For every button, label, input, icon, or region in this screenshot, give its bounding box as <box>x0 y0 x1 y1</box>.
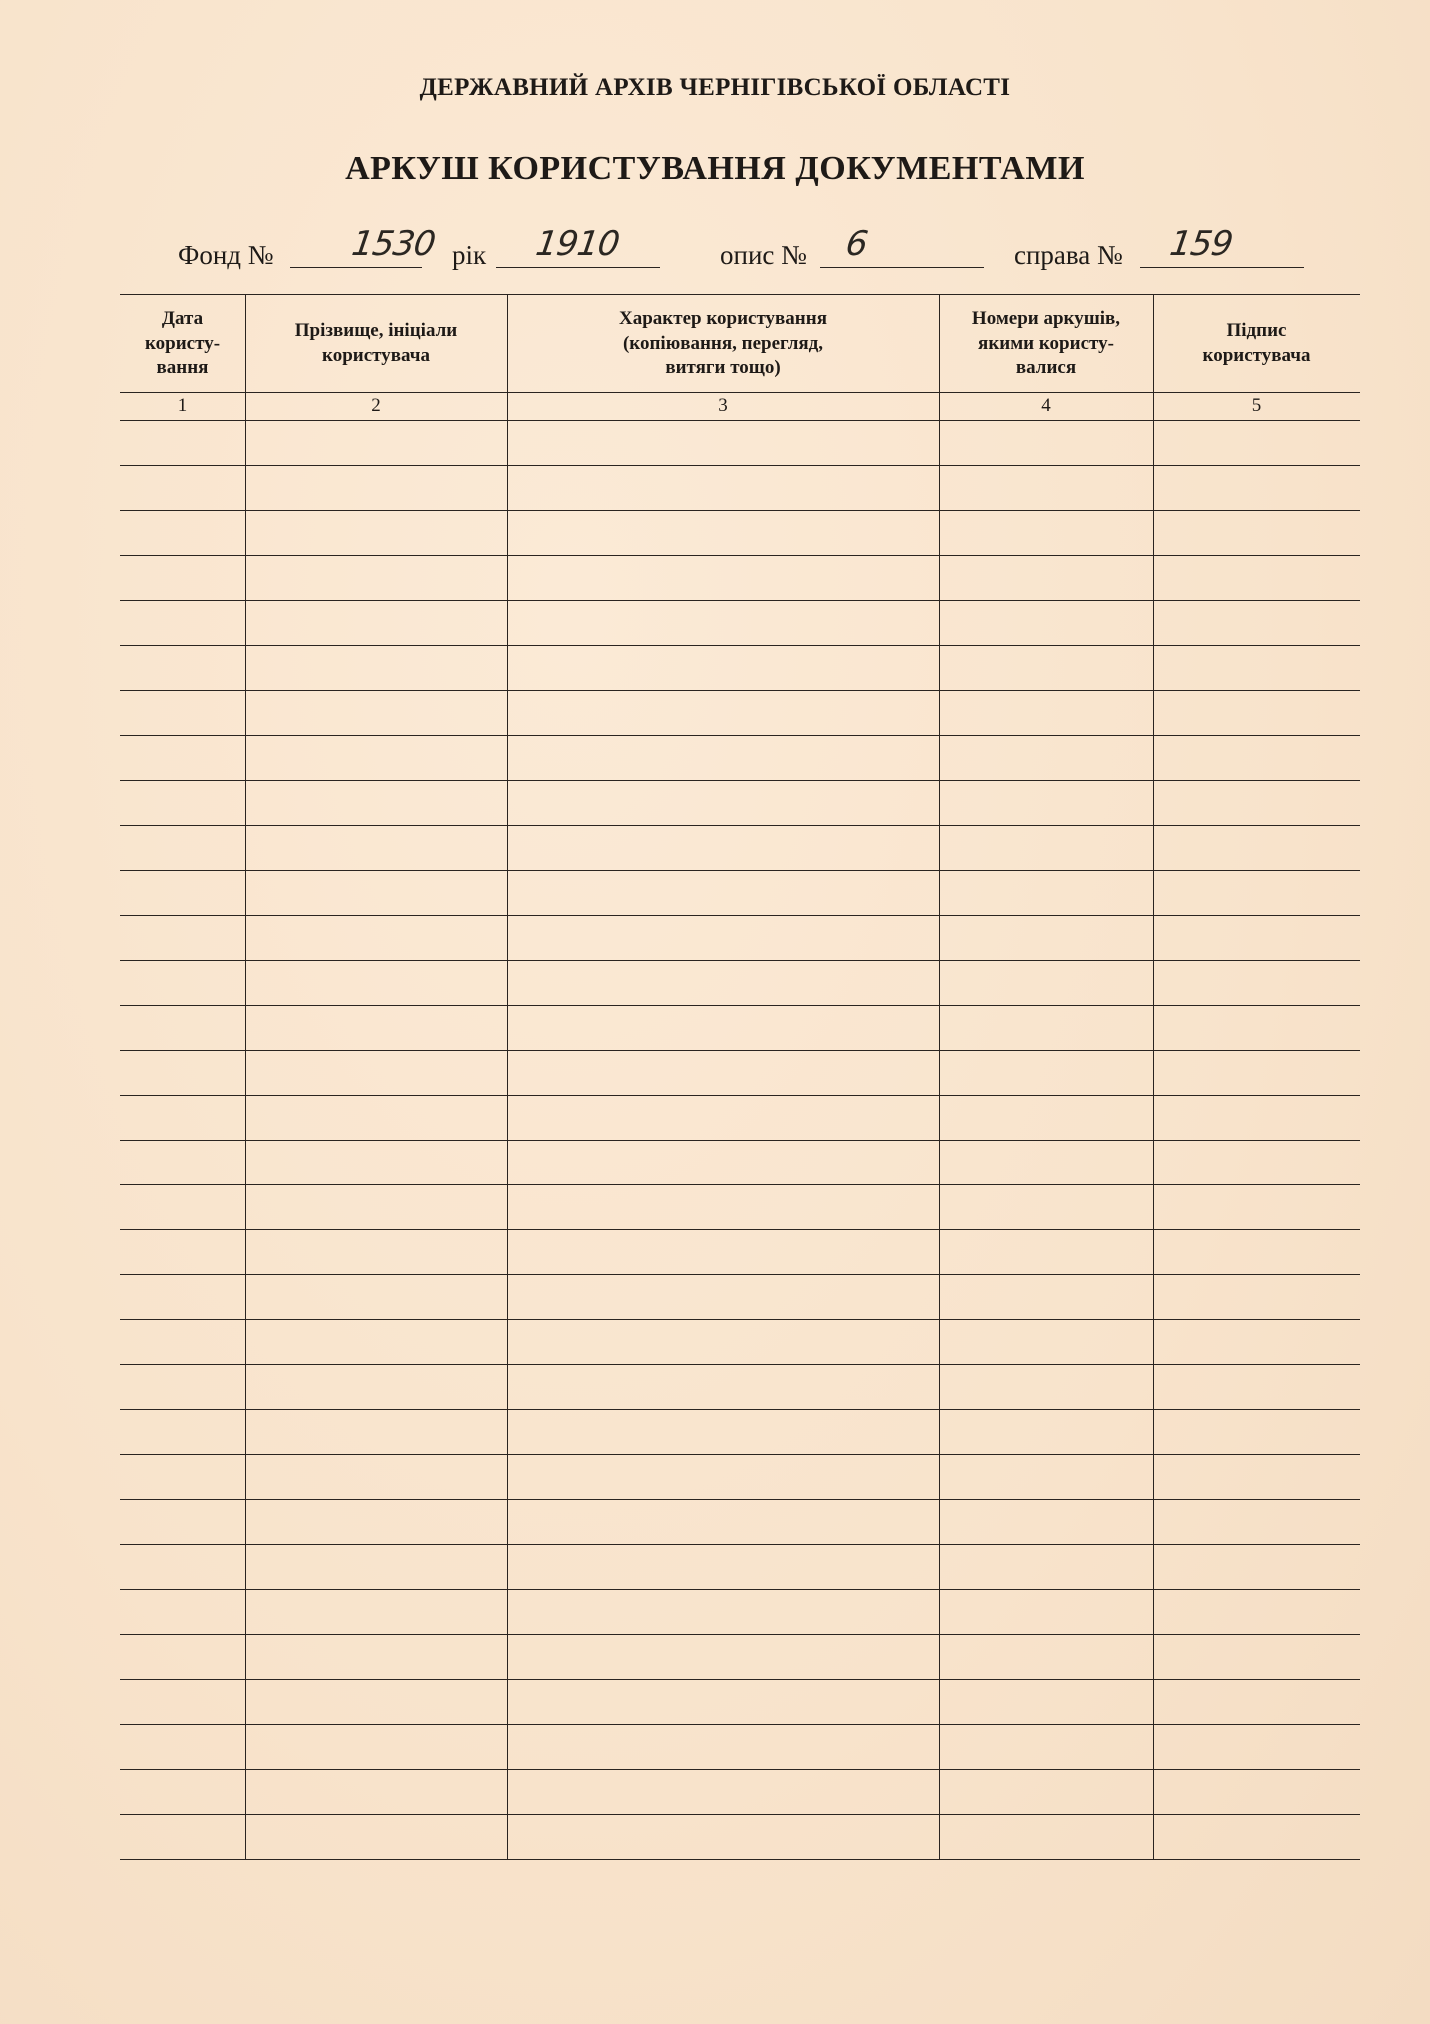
table-row-line <box>120 1095 1360 1096</box>
table-row-line <box>120 1724 1360 1725</box>
col-number-5: 5 <box>1251 395 1262 416</box>
fond-label: Фонд № <box>178 240 274 270</box>
table-row-line <box>120 510 1360 511</box>
col-header-signature: Підпис користувача <box>1202 320 1311 366</box>
table-row-line <box>120 1409 1360 1410</box>
column-divider <box>507 294 508 1859</box>
table-row-line <box>120 555 1360 556</box>
column-divider <box>939 294 940 1859</box>
table-row-line <box>120 1274 1360 1275</box>
organization-name: ДЕРЖАВНИЙ АРХІВ ЧЕРНІГІВСЬКОЇ ОБЛАСТІ <box>419 74 1011 101</box>
table-row-line <box>120 1769 1360 1770</box>
table-row-line <box>120 1184 1360 1185</box>
col-header-usage: Характер користування (копіювання, перегляд, витяги тощо) <box>619 307 827 379</box>
col-header-date: Дата користу- вання <box>144 307 221 379</box>
table-row-line <box>120 825 1360 826</box>
table-row-line <box>120 735 1360 736</box>
col-number-4: 4 <box>1041 395 1051 416</box>
opys-line <box>820 267 984 268</box>
table-row-line <box>120 1319 1360 1320</box>
table-row-line <box>120 690 1360 691</box>
table-row-line <box>120 1814 1360 1815</box>
table-row-line <box>120 1005 1360 1006</box>
col-number-2: 2 <box>371 395 381 416</box>
table-row-line <box>120 645 1360 646</box>
table-row-line <box>120 1499 1360 1500</box>
record-fields <box>0 224 1430 272</box>
table-row-line <box>120 1859 1360 1860</box>
fond-value: 1530 <box>349 224 438 264</box>
fond-line <box>290 267 422 268</box>
table-row-line <box>120 1589 1360 1590</box>
table-top-border <box>120 294 1360 295</box>
table-row-line <box>120 1364 1360 1365</box>
col-number-1: 1 <box>177 395 188 416</box>
table-row-line <box>120 780 1360 781</box>
column-divider <box>245 294 246 1859</box>
opys-value: 6 <box>843 224 870 264</box>
opys-label: опис № <box>720 240 807 270</box>
col-number-3: 3 <box>718 395 728 416</box>
number-row-bottom-border <box>120 420 1360 421</box>
table-row-line <box>120 1679 1360 1680</box>
table-row-line <box>120 1454 1360 1455</box>
table-row-line <box>120 600 1360 601</box>
col-header-user: Прізвище, ініціали користувача <box>294 320 458 366</box>
table-row-line <box>120 1140 1360 1141</box>
document-title: АРКУШ КОРИСТУВАННЯ ДОКУМЕНТАМИ <box>345 150 1085 187</box>
header-bottom-border <box>120 392 1360 393</box>
table-row-line <box>120 465 1360 466</box>
col-header-sheets: Номери аркушів, якими користу- валися <box>971 307 1121 379</box>
sprava-value: 159 <box>1167 224 1235 264</box>
table-row-line <box>120 960 1360 961</box>
year-label: рік <box>452 240 487 270</box>
column-divider <box>1153 294 1154 1859</box>
sprava-label: справа № <box>1014 240 1123 270</box>
sprava-line <box>1140 267 1304 268</box>
table-row-line <box>120 870 1360 871</box>
table-row-line <box>120 1544 1360 1545</box>
table-row-line <box>120 915 1360 916</box>
table-row-line <box>120 1229 1360 1230</box>
year-value: 1910 <box>533 224 622 264</box>
usage-table <box>120 294 1360 1859</box>
table-row-line <box>120 1050 1360 1051</box>
table-row-line <box>120 1634 1360 1635</box>
year-line <box>496 267 660 268</box>
